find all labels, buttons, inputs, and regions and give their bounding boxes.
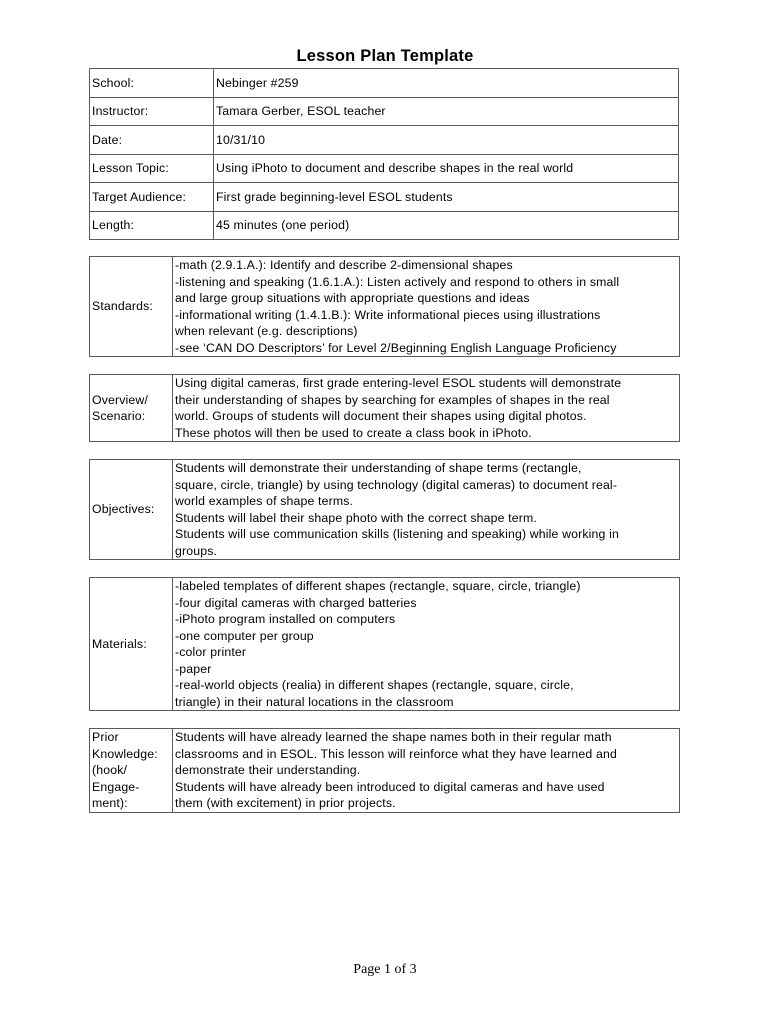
info-value: 45 minutes (one period) <box>214 211 679 240</box>
overview-label <box>90 375 173 441</box>
prior-label-line: Prior <box>92 730 119 744</box>
materials-line: triangle) in their natural locations in the classroom <box>175 694 454 709</box>
prior-line: Students will have already learned the shape names both in their regular math <box>175 730 612 744</box>
standards-line: and large group situations with appropriate questions and ideas <box>175 291 530 305</box>
objectives-body <box>173 460 679 559</box>
objectives-line: world examples of shape terms. <box>175 494 354 508</box>
standards-line: when relevant (e.g. descriptions) <box>175 324 358 338</box>
standards-line: -listening and speaking (1.6.1.A.): Listen actively and respond to others in small <box>175 274 620 289</box>
info-row-target-audience <box>90 183 679 212</box>
info-label: Target Audience: <box>90 183 214 212</box>
materials-line: -color printer <box>175 645 247 659</box>
objectives-line: Students will label their shape photo with the correct shape term. <box>175 510 537 525</box>
page-number: Page 1 of 3 <box>353 962 417 977</box>
info-label: Lesson Topic: <box>90 154 214 183</box>
prior-label-line: (hook/ <box>92 763 128 777</box>
standards-line: -see ‘CAN DO Descriptors’ for Level 2/Beginning English Language Proficiency <box>175 340 617 355</box>
materials-body <box>173 578 679 710</box>
info-value: Tamara Gerber, ESOL teacher <box>214 97 679 126</box>
materials-label-text: Materials: <box>92 636 147 651</box>
prior-line: Students will have already been introduced to digital cameras and have used <box>175 779 605 794</box>
info-label: Date: <box>90 126 214 155</box>
prior-line: demonstrate their understanding. <box>175 763 361 777</box>
materials-line: -one computer per group <box>175 628 314 643</box>
prior-label-line: ment): <box>92 796 128 810</box>
objectives-label-text: Objectives: <box>92 502 155 517</box>
info-label: Instructor: <box>90 97 214 126</box>
info-row-instructor <box>90 97 679 126</box>
overview-label-line: Scenario: <box>92 409 146 423</box>
objectives-label <box>90 460 173 559</box>
info-row-length <box>90 211 679 240</box>
standards-section <box>89 256 680 357</box>
objectives-line: Students will demonstrate their understanding of shape terms (rectangle, <box>175 461 582 475</box>
materials-line: -labeled templates of different shapes (rectangle, square, circle, triangle) <box>175 579 581 593</box>
prior-line: them (with excitement) in prior projects. <box>175 796 396 810</box>
objectives-line: square, circle, triangle) by using technology (digital cameras) to document real- <box>175 477 618 492</box>
standards-label-text: Standards: <box>92 299 153 314</box>
materials-line: -four digital cameras with charged batteries <box>175 595 417 610</box>
info-value: Using iPhoto to document and describe shapes in the real world <box>214 154 679 183</box>
info-table <box>89 68 679 240</box>
materials-line: -paper <box>175 661 212 676</box>
prior-label-line: Engage- <box>92 779 140 794</box>
info-row-lesson-topic <box>90 154 679 183</box>
prior-knowledge-section <box>89 728 680 813</box>
info-value: Nebinger #259 <box>214 69 679 98</box>
prior-line: classrooms and in ESOL. This lesson will reinforce what they have learned and <box>175 746 617 761</box>
prior-label-line: Knowledge: <box>92 746 158 761</box>
overview-line: Using digital cameras, first grade entering-level ESOL students will demonstrate <box>175 376 622 390</box>
overview-line: These photos will then be used to create a class book in iPhoto. <box>175 425 532 440</box>
standards-body <box>173 257 679 356</box>
objectives-line: Students will use communication skills (listening and speaking) while working in <box>175 527 619 541</box>
objectives-line: groups. <box>175 543 218 558</box>
document-title: Lesson Plan Template <box>296 47 474 65</box>
overview-label-line: Overview/ <box>92 392 149 407</box>
info-value: 10/31/10 <box>214 126 679 155</box>
materials-line: -iPhoto program installed on computers <box>175 612 396 626</box>
prior-knowledge-body <box>173 729 679 812</box>
materials-section <box>89 577 680 711</box>
info-label: Length: <box>90 211 214 240</box>
overview-section <box>89 374 680 442</box>
info-row-school <box>90 69 679 98</box>
overview-line: world. Groups of students will document their shapes using digital photos. <box>175 409 587 423</box>
materials-line: -real-world objects (realia) in different shapes (rectangle, square, circle, <box>175 678 574 692</box>
info-value: First grade beginning-level ESOL students <box>214 183 679 212</box>
materials-label <box>90 578 173 710</box>
standards-line: -math (2.9.1.A.): Identify and describe 2-dimensional shapes <box>175 258 513 272</box>
objectives-section <box>89 459 680 560</box>
standards-line: -informational writing (1.4.1.B.): Write informational pieces using illustrations <box>175 307 601 322</box>
overview-line: their understanding of shapes by searching for examples of shapes in the real <box>175 392 610 407</box>
info-label: School: <box>90 69 214 98</box>
standards-label <box>90 257 173 356</box>
prior-knowledge-label <box>90 729 173 812</box>
info-row-date <box>90 126 679 155</box>
overview-body <box>173 375 679 441</box>
